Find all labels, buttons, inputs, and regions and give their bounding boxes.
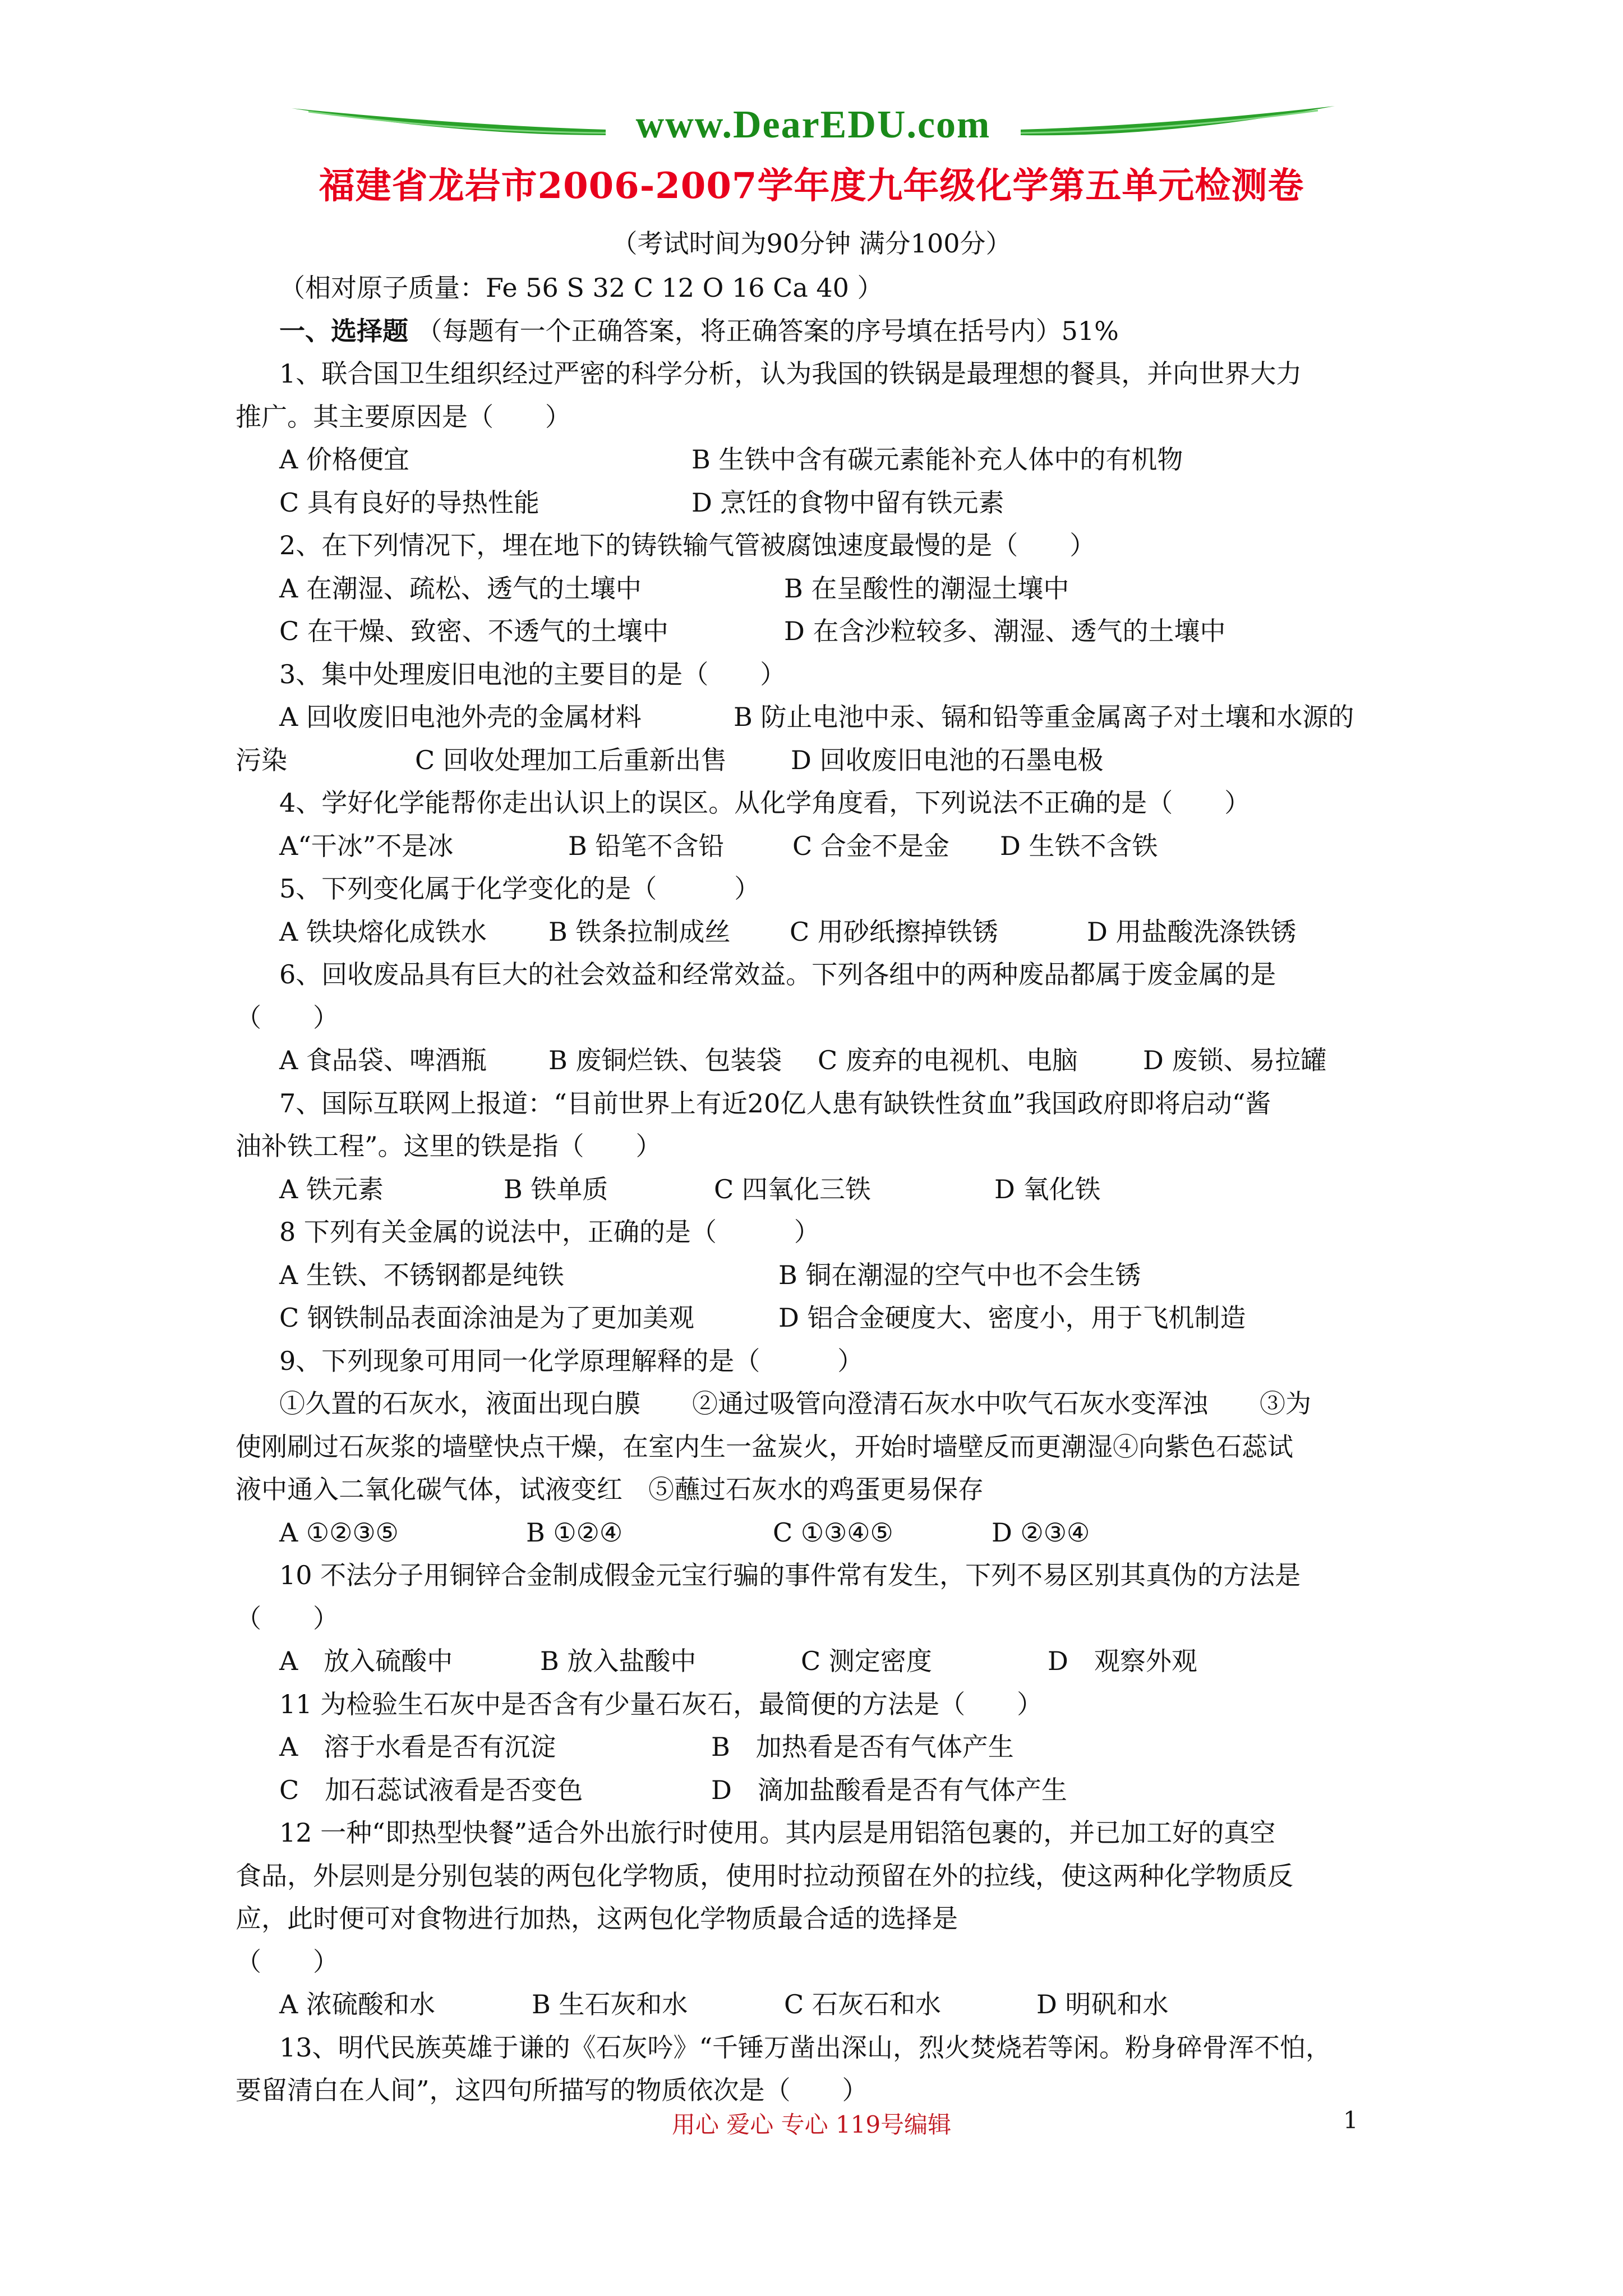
question-10-stem-cont: （ ） bbox=[236, 1603, 339, 1634]
option-d: D 用盐酸洗涤铁锈 bbox=[1087, 916, 1297, 947]
option-c: C 石灰石和水 bbox=[784, 1989, 941, 2019]
site-brand[interactable]: www.DearEDU.com bbox=[635, 103, 991, 146]
option-d: D 氧化铁 bbox=[994, 1174, 1101, 1204]
option-d: D 明矾和水 bbox=[1036, 1989, 1169, 2019]
option-a: A ①②③⑤ bbox=[279, 1517, 399, 1548]
question-2-options-cd bbox=[236, 610, 1408, 653]
option-d: D 烹饪的食物中留有铁元素 bbox=[691, 487, 1004, 518]
option-b: B 放入盐酸中 bbox=[540, 1646, 697, 1676]
option-d: D 铝合金硬度大、密度小，用于飞机制造 bbox=[778, 1303, 1246, 1333]
question-9-stem: 9、下列现象可用同一化学原理解释的是（ ） bbox=[279, 1345, 864, 1376]
option-b: B 铅笔不含铅 bbox=[568, 830, 725, 861]
option-d: D 回收废旧电池的石墨电极 bbox=[791, 744, 1104, 775]
question-1-options-ab bbox=[236, 438, 1408, 481]
question-13-stem-1: 13、明代民族英雄于谦的《石灰吟》“千锤万凿出深山，烈火焚烧若等闲。粉身碎骨浑不怕， bbox=[279, 2032, 1332, 2063]
question-12-options bbox=[236, 1983, 1408, 2026]
question-11-options-ab bbox=[236, 1726, 1408, 1769]
question-8-options-cd bbox=[236, 1296, 1408, 1340]
question-9-options bbox=[236, 1511, 1408, 1554]
question-7-options bbox=[236, 1168, 1408, 1211]
question-12-stem-4: （ ） bbox=[236, 1946, 339, 1977]
question-10-stem: 10 不法分子用铜锌合金制成假金元宝行骗的事件常有发生，下列不易区别其真伪的方法是 bbox=[279, 1560, 1301, 1590]
option-b: B 铜在潮湿的空气中也不会生锈 bbox=[778, 1259, 1141, 1290]
option-c: C ①③④⑤ bbox=[773, 1517, 893, 1548]
option-b: B 防止电池中汞、镉和铅等重金属离子对土壤和水源的 bbox=[734, 702, 1354, 732]
option-b: B ①②④ bbox=[526, 1517, 623, 1548]
question-1-stem-cont: 推广。其主要原因是（ ） bbox=[236, 401, 571, 432]
question-5-stem: 5、下列变化属于化学变化的是（ ） bbox=[279, 873, 760, 904]
option-c: C 具有良好的导热性能 bbox=[279, 487, 540, 518]
option-a: A 在潮湿、疏松、透气的土壤中 bbox=[279, 573, 642, 604]
question-3-options-ab bbox=[236, 696, 1408, 739]
exam-subtitle: （考试时间为90分钟 满分100分） bbox=[611, 228, 1012, 259]
option-d: D 生铁不含铁 bbox=[1000, 830, 1158, 861]
option-c: C 合金不是金 bbox=[792, 830, 949, 861]
question-7-stem-cont: 油补铁工程”。这里的铁是指（ ） bbox=[236, 1131, 662, 1161]
option-c: C 在干燥、致密、不透气的土壤中 bbox=[279, 616, 668, 646]
option-b: B 铁条拉制成丝 bbox=[548, 916, 731, 947]
question-4-stem: 4、学好化学能帮你走出认识上的误区。从化学角度看，下列说法不正确的是（ ） bbox=[279, 788, 1251, 818]
exam-body bbox=[236, 266, 1408, 2112]
question-9-statement-2: 使刚刷过石灰浆的墙壁快点干燥，在室内生一盆炭火，开始时墙壁反而更潮湿④向紫色石蕊试 bbox=[236, 1431, 1293, 1462]
question-9-statement-3: 液中通入二氧化碳气体，试液变红 ⑤蘸过石灰水的鸡蛋更易保存 bbox=[236, 1474, 984, 1504]
page-title: 福建省龙岩市2006-2007学年度九年级化学第五单元检测卷 bbox=[319, 165, 1304, 207]
option-d: D 废锁、易拉罐 bbox=[1143, 1045, 1327, 1075]
question-7-stem: 7、国际互联网上报道：“目前世界上有近20亿人患有缺铁性贫血”我国政府即将启动“酱 bbox=[279, 1088, 1271, 1119]
option-b: B 生石灰和水 bbox=[532, 1989, 688, 2019]
question-6-stem: 6、回收废品具有巨大的社会效益和经常效益。下列各组中的两种废品都属于废金属的是 bbox=[279, 959, 1276, 990]
question-12-stem-2: 食品，外层则是分别包装的两包化学物质，使用时拉动预留在外的拉线，使这两种化学物质反 bbox=[236, 1860, 1293, 1891]
option-a: A 溶于水看是否有沉淀 bbox=[279, 1732, 556, 1762]
option-b: B 生铁中含有碳元素能补充人体中的有机物 bbox=[691, 444, 1183, 475]
option-b: B 加热看是否有气体产生 bbox=[711, 1732, 1014, 1762]
question-8-options-ab bbox=[236, 1254, 1408, 1297]
option-a: A“干冰”不是冰 bbox=[279, 830, 454, 861]
question-5-options bbox=[236, 910, 1408, 954]
question-2-stem: 2、在下列情况下，埋在地下的铸铁输气管被腐蚀速度最慢的是（ ） bbox=[279, 530, 1096, 560]
option-b-cont: 污染 bbox=[236, 744, 287, 775]
page-number: 1 bbox=[1343, 2106, 1358, 2134]
option-d: D 滴加盐酸看是否有气体产生 bbox=[711, 1774, 1067, 1805]
question-4-options bbox=[236, 825, 1408, 868]
option-c: C 四氧化三铁 bbox=[714, 1174, 871, 1204]
option-c: C 测定密度 bbox=[801, 1646, 932, 1676]
question-11-stem: 11 为检验生石灰中是否含有少量石灰石，最简便的方法是（ ） bbox=[279, 1688, 1043, 1719]
question-3-options-cd bbox=[236, 739, 1408, 782]
option-b: B 废铜烂铁、包装袋 bbox=[548, 1045, 782, 1075]
question-2-options-ab bbox=[236, 567, 1408, 610]
question-10-options bbox=[236, 1640, 1408, 1683]
question-9-statement-1: ①久置的石灰水，液面出现白膜 ②通过吸管向澄清石灰水中吹气石灰水变浑浊 ③为 bbox=[279, 1388, 1311, 1419]
option-d: D 观察外观 bbox=[1048, 1646, 1197, 1676]
option-a: A 生铁、不锈钢都是纯铁 bbox=[279, 1259, 564, 1290]
section-heading bbox=[236, 310, 1408, 353]
option-d: D ②③④ bbox=[992, 1517, 1090, 1548]
question-6-stem-cont: （ ） bbox=[236, 1002, 339, 1033]
option-c: C 废弃的电视机、电脑 bbox=[818, 1045, 1078, 1075]
header-banner bbox=[292, 98, 1335, 160]
question-12-stem-1: 12 一种“即热型快餐”适合外出旅行时使用。其内层是用铝箔包裹的，并已加工好的真空 bbox=[279, 1818, 1276, 1848]
question-11-options-cd bbox=[236, 1769, 1408, 1812]
option-a: A 回收废旧电池外壳的金属材料 bbox=[279, 702, 642, 732]
question-6-options bbox=[236, 1039, 1408, 1082]
question-13-stem-2: 要留清白在人间”，这四句所描写的物质依次是（ ） bbox=[236, 2075, 868, 2105]
page-footer: 用心 爱心 专心 119号编辑 bbox=[671, 2111, 952, 2138]
option-b: B 铁单质 bbox=[504, 1174, 608, 1204]
option-c: C 加石蕊试液看是否变色 bbox=[279, 1774, 583, 1805]
option-a: A 铁块熔化成铁水 bbox=[279, 916, 487, 947]
option-c: C 回收处理加工后重新出售 bbox=[415, 744, 727, 775]
option-a: A 食品袋、啤酒瓶 bbox=[279, 1045, 487, 1075]
section-note: （每题有一个正确答案，将正确答案的序号填在括号内）51% bbox=[416, 315, 1119, 346]
question-1-options-cd bbox=[236, 481, 1408, 524]
question-3-stem: 3、集中处理废旧电池的主要目的是（ ） bbox=[279, 659, 786, 689]
option-c: C 钢铁制品表面涂油是为了更加美观 bbox=[279, 1303, 694, 1333]
option-a: A 放入硫酸中 bbox=[279, 1646, 453, 1676]
section-title: 一、选择题 bbox=[279, 315, 408, 346]
question-1-stem: 1、联合国卫生组织经过严密的科学分析，认为我国的铁锅是最理想的餐具，并向世界大力 bbox=[279, 358, 1302, 389]
option-d: D 在含沙粒较多、潮湿、透气的土壤中 bbox=[784, 616, 1226, 646]
option-c: C 用砂纸擦掉铁锈 bbox=[790, 916, 998, 947]
option-a: A 铁元素 bbox=[279, 1174, 384, 1204]
question-12-stem-3: 应，此时便可对食物进行加热，这两包化学物质最合适的选择是 bbox=[236, 1903, 958, 1934]
atomic-mass-note: （相对原子质量：Fe 56 S 32 C 12 O 16 Ca 40 ） bbox=[279, 273, 883, 303]
option-b: B 在呈酸性的潮湿土壤中 bbox=[784, 573, 1069, 604]
option-a: A 价格便宜 bbox=[279, 444, 409, 475]
option-a: A 浓硫酸和水 bbox=[279, 1989, 435, 2019]
question-8-stem: 8 下列有关金属的说法中，正确的是（ ） bbox=[279, 1217, 820, 1247]
